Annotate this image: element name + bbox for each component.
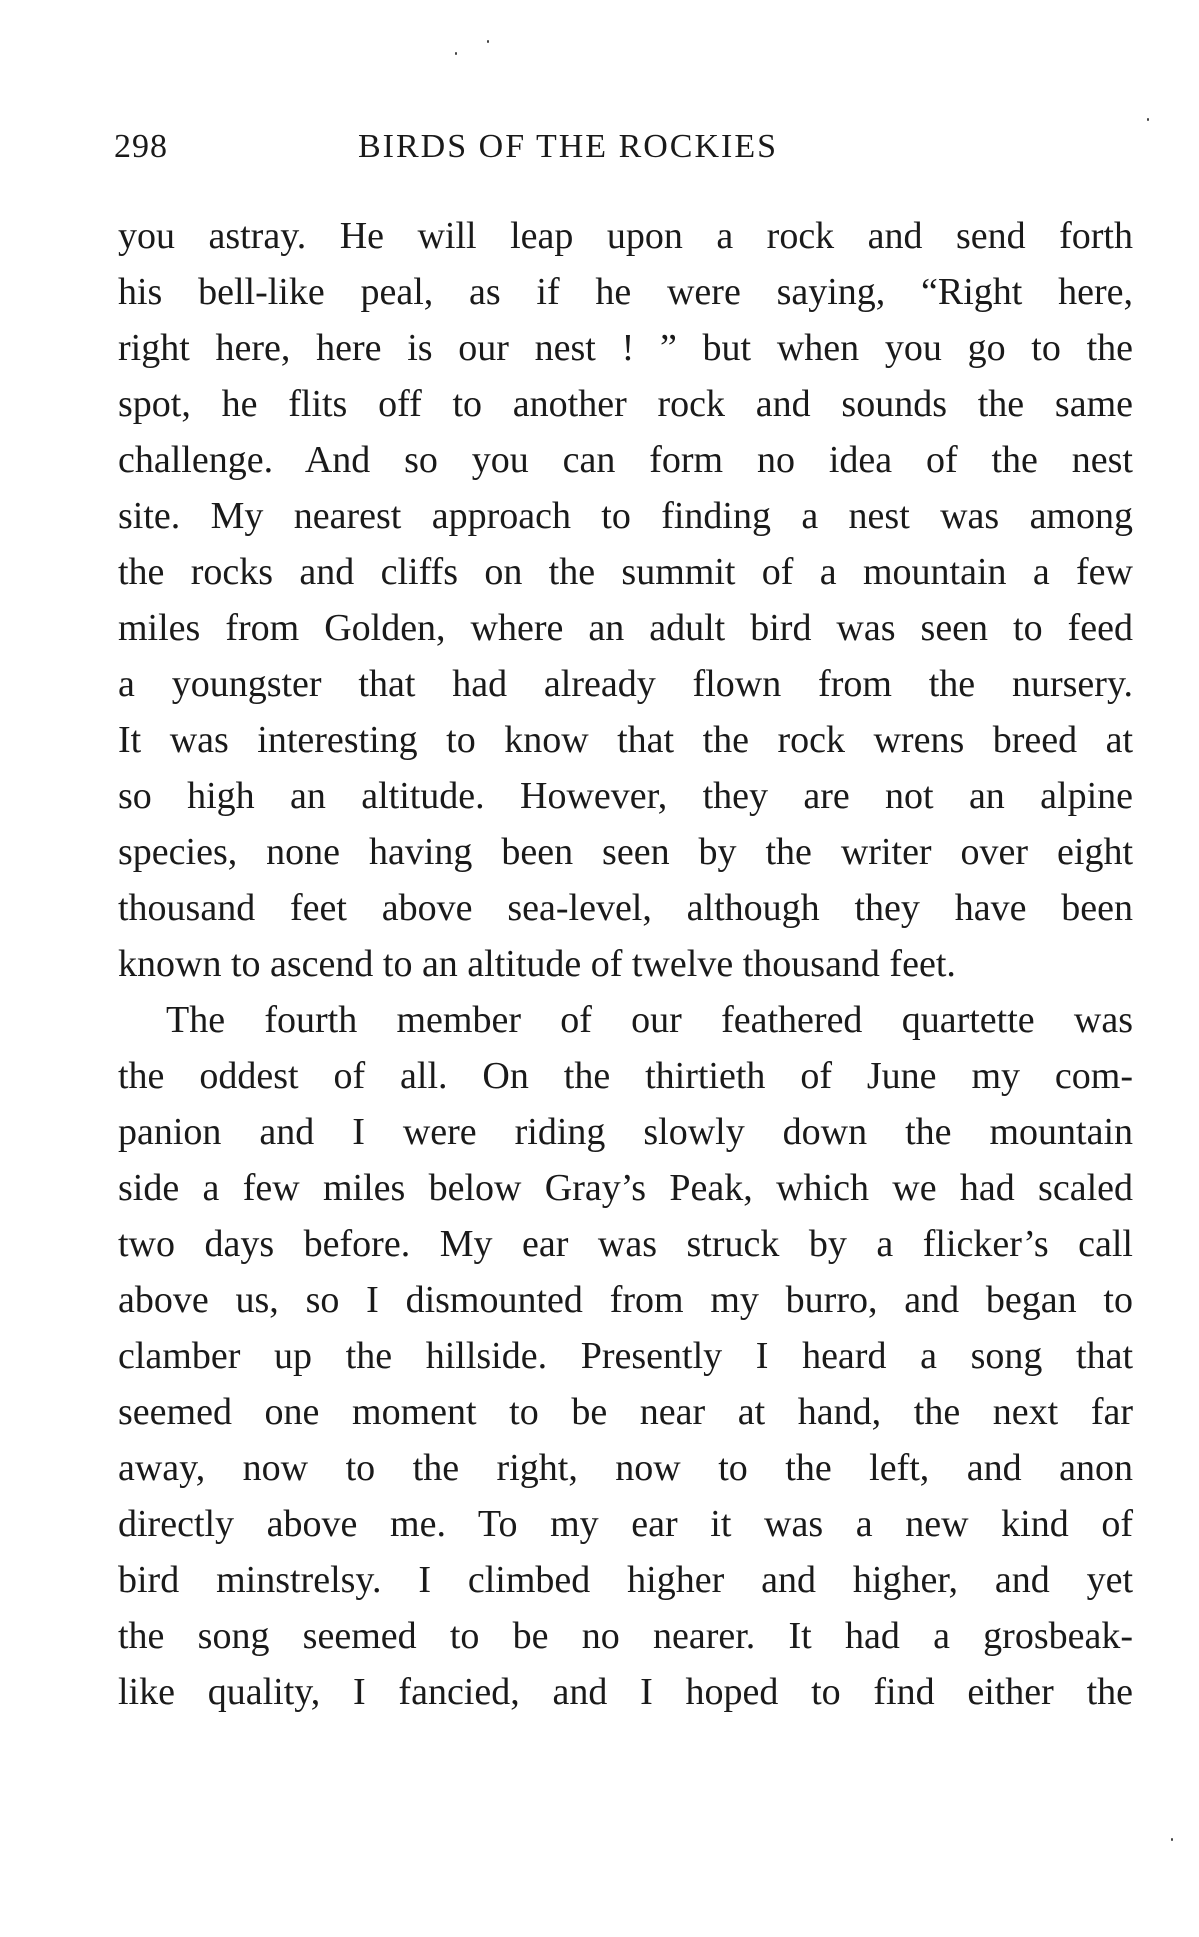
text-line: directly above me. To my ear it was a new kind of xyxy=(118,1503,1133,1545)
paragraph-start-line: The fourth member of our feathered quartette was xyxy=(166,999,1133,1041)
text-line: side a few miles below Gray’s Peak, which we had scaled xyxy=(118,1167,1133,1209)
text-line: a youngster that had already flown from the nursery. xyxy=(118,663,1133,705)
text-line: seemed one moment to be near at hand, the next far xyxy=(118,1391,1133,1433)
text-line: right here, here is our nest ! ” but when you go to the xyxy=(118,327,1133,369)
text-line: away, now to the right, now to the left, and anon xyxy=(118,1447,1133,1489)
text-line: species, none having been seen by the writer over eight xyxy=(118,831,1133,873)
paragraph-end-line: known to ascend to an altitude of twelve thousand feet. xyxy=(118,943,956,985)
text-line: two days before. My ear was struck by a flicker’s call xyxy=(118,1223,1133,1265)
running-title: BIRDS OF THE ROCKIES xyxy=(358,128,779,165)
page-header xyxy=(114,128,1144,178)
scan-speck xyxy=(455,52,457,55)
text-line: spot, he flits off to another rock and sounds the same xyxy=(118,383,1133,425)
text-line: challenge. And so you can form no idea of the nest xyxy=(118,439,1133,481)
text-line: thousand feet above sea-level, although they have been xyxy=(118,887,1133,929)
text-line: bird minstrelsy. I climbed higher and higher, and yet xyxy=(118,1559,1133,1601)
text-line: the rocks and cliffs on the summit of a mountain a few xyxy=(118,551,1133,593)
text-line: like quality, I fancied, and I hoped to find either the xyxy=(118,1671,1133,1713)
text-line: miles from Golden, where an adult bird was seen to feed xyxy=(118,607,1133,649)
text-line: clamber up the hillside. Presently I heard a song that xyxy=(118,1335,1133,1377)
text-line: the song seemed to be no nearer. It had a grosbeak- xyxy=(118,1615,1133,1657)
text-line: above us, so I dismounted from my burro, and began to xyxy=(118,1279,1133,1321)
scan-speck xyxy=(1171,1838,1173,1841)
text-line: site. My nearest approach to finding a nest was among xyxy=(118,495,1133,537)
body-text xyxy=(118,208,1133,1720)
scan-speck xyxy=(487,40,489,43)
text-line: It was interesting to know that the rock wrens breed at xyxy=(118,719,1133,761)
scan-speck xyxy=(1147,118,1149,121)
text-line: the oddest of all. On the thirtieth of June my com- xyxy=(118,1055,1133,1097)
text-line: you astray. He will leap upon a rock and send forth xyxy=(118,215,1133,257)
text-line: so high an altitude. However, they are not an alpine xyxy=(118,775,1133,817)
text-line: his bell-like peal, as if he were saying, “Right here, xyxy=(118,271,1133,313)
page-number: 298 xyxy=(114,128,168,165)
text-line: panion and I were riding slowly down the mountain xyxy=(118,1111,1133,1153)
